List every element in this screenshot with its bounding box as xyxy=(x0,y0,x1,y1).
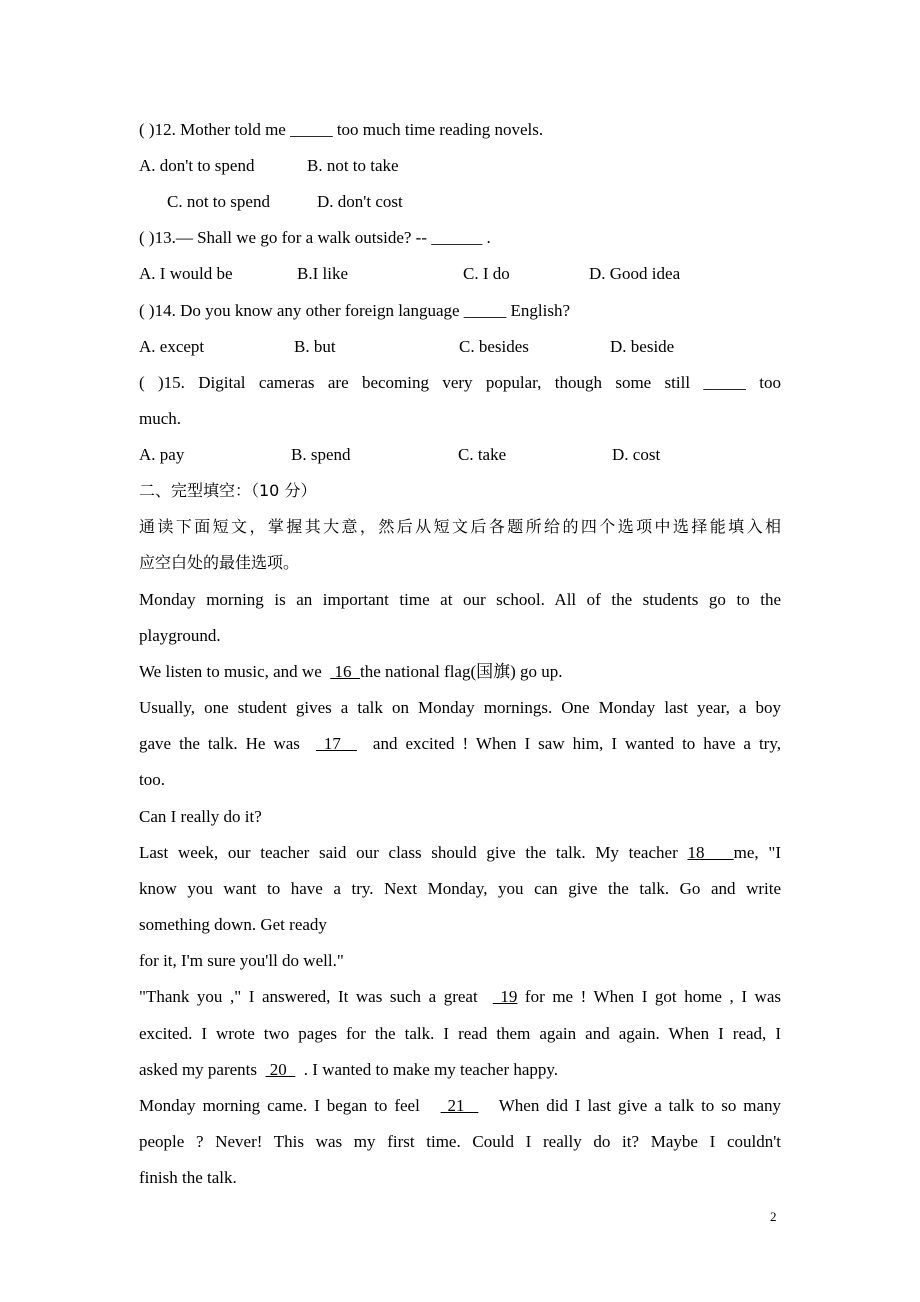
blank-17: 17 xyxy=(315,734,357,753)
q12-option-d: D. don't cost xyxy=(317,192,403,211)
passage-text: Last week, our teacher said our class should give the talk. My teacher xyxy=(139,843,688,862)
section-instruction-line2: 应空白处的最佳选项。 xyxy=(139,553,300,572)
q12-option-b: B. not to take xyxy=(307,156,399,175)
q14-option-b: B. but xyxy=(294,337,336,356)
blank-20: 20 xyxy=(265,1060,296,1079)
blank-18: 18 xyxy=(687,843,734,862)
passage-text: "Thank you ," I answered, It was such a great xyxy=(139,987,493,1006)
passage-p3-line3: too. xyxy=(139,770,165,789)
section-instruction-line1: 通读下面短文，掌握其大意，然后从短文后各题所给的四个选项中选择能填入相 xyxy=(139,517,781,536)
q14-option-d: D. beside xyxy=(610,337,675,356)
section-heading: 二、完型填空：（10 分） xyxy=(139,481,317,500)
q15-stem-line2: much. xyxy=(139,409,182,428)
passage-text: When did I last give a talk to so many xyxy=(478,1096,782,1115)
passage-p7-line3: finish the talk. xyxy=(139,1168,237,1187)
passage-text: and excited ! When I saw him, I wanted to have a try, xyxy=(356,734,781,753)
passage-p1-line1: Monday morning is an important time at our school. All of the students go to the xyxy=(139,590,781,609)
passage-p4: Can I really do it? xyxy=(139,807,262,826)
q15-option-b: B. spend xyxy=(291,445,351,464)
passage-p7-line2: people ? Never! This was my first time. Could I really do it? Maybe I couldn't xyxy=(139,1132,781,1151)
passage-text: . I wanted to make my teacher happy. xyxy=(295,1060,559,1079)
passage-p3-line2 xyxy=(139,734,781,754)
q12-option-c: C. not to spend xyxy=(167,192,270,211)
passage-p5-line3: something down. Get ready xyxy=(139,915,327,934)
q15-option-a: A. pay xyxy=(139,445,185,464)
passage-p7-line1 xyxy=(139,1096,781,1116)
q12-option-a: A. don't to spend xyxy=(139,156,255,175)
passage-p3-line1: Usually, one student gives a talk on Monday mornings. One Monday last year, a boy xyxy=(139,698,781,717)
passage-p6-line2: excited. I wrote two pages for the talk. I read them again and again. When I read, I xyxy=(139,1024,781,1043)
passage-p6-line1 xyxy=(139,987,781,1007)
passage-text: for me ! When I got home , I was xyxy=(517,987,781,1006)
passage-text: gave the talk. He was xyxy=(139,734,316,753)
passage-p1-line2: playground. xyxy=(139,626,221,645)
passage-text: We listen to music, and we xyxy=(139,662,331,681)
passage-p6-line3 xyxy=(139,1060,781,1080)
q13-option-c: C. I do xyxy=(463,264,510,283)
q13-option-b: B.I like xyxy=(297,264,348,283)
passage-p5-line1 xyxy=(139,843,781,863)
page-number: 2 xyxy=(770,1209,777,1224)
q12-stem: ( )12. Mother told me _____ too much time reading novels. xyxy=(139,120,544,139)
q13-option-d: D. Good idea xyxy=(589,264,681,283)
passage-text: asked my parents xyxy=(139,1060,266,1079)
q15-stem-line1: ( )15. Digital cameras are becoming very popular, though some still _____ too xyxy=(139,373,781,392)
passage-text: the national flag(国旗) go up. xyxy=(360,662,563,681)
blank-16: 16 xyxy=(330,662,361,681)
passage-text: me, "I xyxy=(733,843,782,862)
passage-p2 xyxy=(139,662,781,682)
passage-p5-line4: for it, I'm sure you'll do well." xyxy=(139,951,344,970)
blank-21: 21 xyxy=(440,1096,479,1115)
blank-19: 19 xyxy=(492,987,518,1006)
q15-option-d: D. cost xyxy=(612,445,661,464)
q14-option-c: C. besides xyxy=(459,337,529,356)
passage-p5-line2: know you want to have a try. Next Monday, you can give the talk. Go and write xyxy=(139,879,781,898)
passage-text: Monday morning came. I began to feel xyxy=(139,1096,441,1115)
q14-stem: ( )14. Do you know any other foreign language _____ English? xyxy=(139,301,571,320)
q13-option-a: A. I would be xyxy=(139,264,233,283)
q15-option-c: C. take xyxy=(458,445,507,464)
q13-stem: ( )13.— Shall we go for a walk outside? -- ______ . xyxy=(139,228,491,247)
q14-option-a: A. except xyxy=(139,337,205,356)
